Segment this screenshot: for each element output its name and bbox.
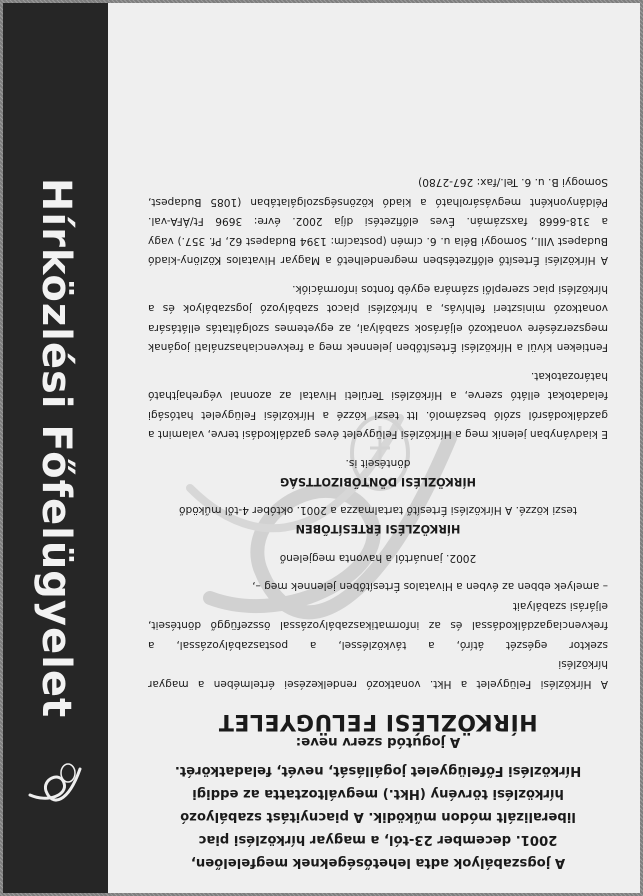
intro-line: 2001. december 23-tól, a magyar hírközlési piac	[198, 832, 558, 847]
intro-statement	[148, 759, 608, 874]
paragraph-hkt-line: A Hírközlési Felügyelet a Hkt. vonatkozó rendelkezései értelmében a magyar hírközlési	[148, 658, 608, 690]
authority-name: HÍRKÖZLÉSI FELÜGYELET	[218, 709, 538, 734]
authority-label: A jogutód szerv neve:	[295, 734, 461, 749]
publication-text-ertesito: teszi közzé. A Hírközlési Értesítő tartalmazza a 2001. október 4-től működő	[179, 504, 577, 517]
sidebar-title: Hírközlési Főfelügyelet	[33, 177, 79, 719]
since-line: 2002. januártól a havonta megjelenő	[279, 552, 477, 564]
paragraph-contents: Fentieken kívül a Hírközlési Értesítőben jelennek meg a frekvenciahasználati jogának megszerzésére vonatkozó eljárások szabályai, az egyetemes szolgáltatás ellátására vonatkozó miniszteri felhívás, a hírközlési piacot szabályozó jogszabályok és a hírközlési piac szereplői számára egyéb fontos információk.	[148, 283, 608, 354]
hif-logo-icon	[24, 757, 86, 813]
paragraph-hkt-note: – amelyek ebben az évben a Hivatalos Értesítőben jelennek meg –,	[252, 580, 608, 593]
paragraph-hkt-body: szektor egészét átíró, a távközléssel, a postaszabályozással, a frekvenciagazdálkodással és az informatikaszabályozással összefüggő döntéseit, eljárási szabályait	[148, 600, 608, 651]
intro-line: liberalizált módon működik. A piacnyitást szabályozó	[180, 809, 576, 824]
sidebar-band	[3, 3, 108, 893]
publication-title-dontobizottsag: HÍRKÖZLÉSI DÖNTŐBIZOTTSÁG	[280, 475, 476, 488]
intro-line: A jogszabályok adta lehetőségeknek megfelelően,	[190, 855, 566, 870]
paragraph-budget: E kiadványban jelenik meg a Hírközlési Felügyelet éves gazdálkodási terve, valamint a gazdálkodásról szóló beszámoló. Itt teszi közzé a Hírközlési Felügyelet hatósági feladatokat ellátó szerve, a Hírközlési Területi Hivatal az azonnal végrehajtható határozatokat.	[148, 370, 608, 441]
paper-sheet	[3, 3, 640, 893]
intro-line: Hírközlési Főfelügyelet jogállását, nevét, feladatkörét.	[174, 763, 582, 778]
document-body	[148, 172, 608, 877]
publication-title-ertesito: HÍRKÖZLÉSI ÉRTESÍTŐBEN	[295, 522, 461, 536]
paragraph-subscription: A Hírközlési Értesítő előfizetésben megrendelhető a Magyar Hivatalos Közlöny-kiadó Budapest VIII., Somogyi Béla u. 6. címén (postacím: 1394 Budapest 62, Pf. 357.) vagy a 318-6668 faxszámán. Éves előfizetési díja 2002. évre: 3696 Ft/ÁFA-val. Példányonként megvásárolható a kiadó közönségszolgálatában (1085 Budapest, Somogyi B. u. 6. Tel./fax: 267-2780)	[148, 176, 608, 267]
intro-line: hírközlési törvény (Hkt.) megváltoztatta az eddigi	[192, 786, 564, 801]
publication-text-dontobizottsag: döntéseit is.	[345, 457, 411, 469]
